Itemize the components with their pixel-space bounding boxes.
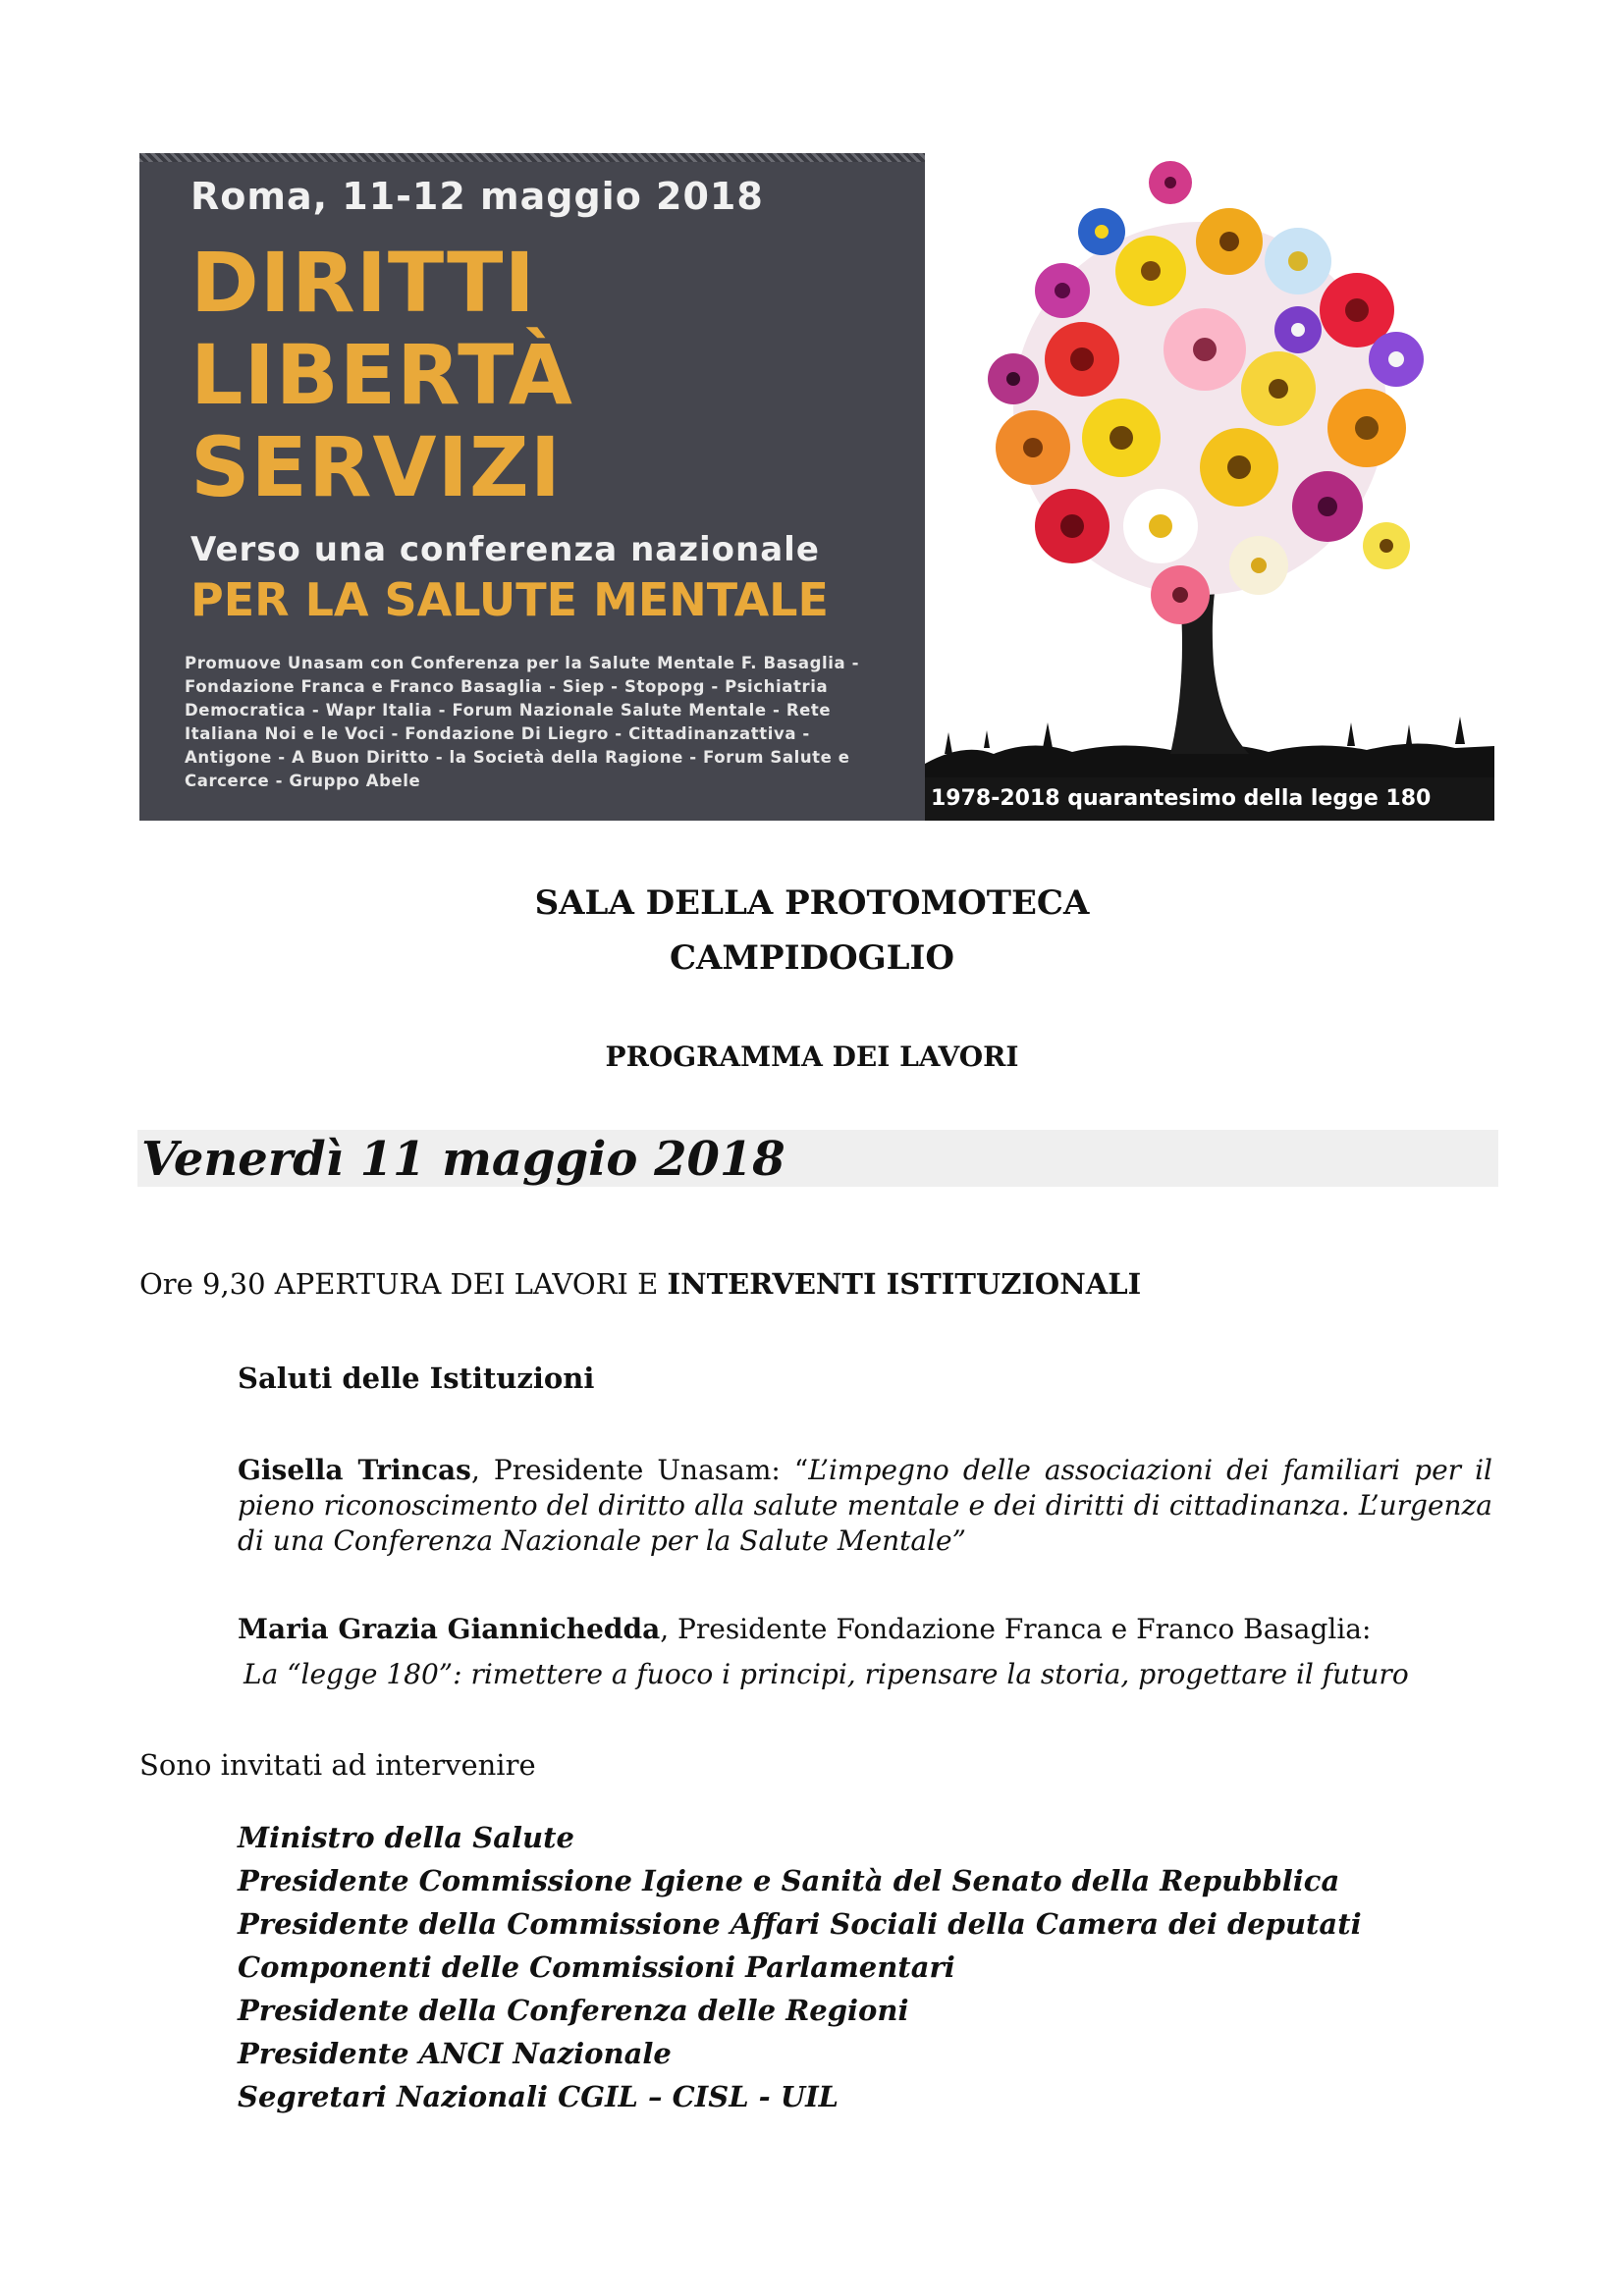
invited-title: Sono invitati ad intervenire bbox=[139, 1748, 536, 1782]
speaker-2-talk: La “legge 180”: rimettere a fuoco i principi, ripensare la storia, progettare il futuro bbox=[244, 1658, 1409, 1690]
speaker-1-talk: L’impegno delle associazioni dei familiari per il pieno riconoscimento del diritto alla salute mentale e dei diritti di cittadinanza. L’urgenza di una Conferenza Nazionale per la Salute Mentale” bbox=[238, 1454, 1493, 1557]
banner-title-line-2: LIBERTÀ bbox=[190, 327, 573, 423]
speaker-1 bbox=[238, 1453, 1492, 1559]
speaker-1-role: , Presidente Unasam: “ bbox=[470, 1454, 809, 1486]
banner-subtitle-2: PER LA SALUTE MENTALE bbox=[190, 573, 829, 626]
opening-prefix: Ore 9,30 APERTURA DEI LAVORI E bbox=[139, 1267, 668, 1301]
event-banner bbox=[139, 153, 1494, 821]
program-title: PROGRAMMA DEI LAVORI bbox=[605, 1041, 1019, 1073]
greetings-title: Saluti delle Istituzioni bbox=[238, 1362, 595, 1395]
banner-stripe bbox=[139, 153, 925, 162]
banner-title-line-3: SERVIZI bbox=[190, 419, 562, 515]
banner-title-line-1: DIRITTI bbox=[190, 235, 536, 331]
flower-tree-icon bbox=[925, 153, 1494, 821]
invited-item: Presidente della Commissione Affari Sociali della Camera dei deputati bbox=[238, 1907, 1362, 1941]
banner-promoters: Promuove Unasam con Conferenza per la Salute Mentale F. Basaglia - Fondazione Franca e Franco Basaglia - Siep - Stopopg - Psichiatria Democratica - Wapr Italia - Forum Nazionale Salute Mentale - Rete Italiana Noi e le Voci - Fondazione Di Liegro - Cittadinanzattiva - Antigone - A Buon Diritto - la Società della Ragione - Forum Salute e Carcerce - Gruppo Abele bbox=[185, 654, 860, 790]
speaker-2-name: Maria Grazia Giannichedda bbox=[238, 1613, 661, 1645]
banner-text-panel bbox=[139, 153, 925, 821]
invited-item: Presidente Commissione Igiene e Sanità del Senato della Repubblica bbox=[238, 1864, 1340, 1897]
opening-line bbox=[139, 1266, 1141, 1302]
invited-item: Presidente della Conferenza delle Regioni bbox=[238, 1994, 909, 2027]
venue-location: CAMPIDOGLIO bbox=[669, 938, 955, 978]
banner-caption: 1978-2018 quarantesimo della legge 180 bbox=[925, 777, 1494, 821]
venue-name: SALA DELLA PROTOMOTECA bbox=[534, 883, 1090, 923]
day-heading bbox=[137, 1130, 1498, 1187]
banner-date: Roma, 11-12 maggio 2018 bbox=[190, 175, 764, 218]
speaker-2-role: , Presidente Fondazione Franca e Franco Basaglia: bbox=[660, 1613, 1372, 1645]
invited-item: Componenti delle Commissioni Parlamentari bbox=[238, 1950, 955, 1984]
flower-tree-illustration bbox=[925, 153, 1494, 821]
invited-item: Ministro della Salute bbox=[238, 1821, 574, 1854]
opening-bold: INTERVENTI ISTITUZIONALI bbox=[667, 1267, 1142, 1301]
speaker-1-name: Gisella Trincas bbox=[238, 1454, 471, 1486]
banner-subtitle: Verso una conferenza nazionale bbox=[190, 530, 820, 569]
invited-item: Presidente ANCI Nazionale bbox=[238, 2037, 672, 2070]
invited-item: Segretari Nazionali CGIL – CISL - UIL bbox=[238, 2080, 839, 2113]
speaker-2 bbox=[238, 1612, 1371, 1647]
day-title: Venerdì 11 maggio 2018 bbox=[141, 1132, 785, 1187]
